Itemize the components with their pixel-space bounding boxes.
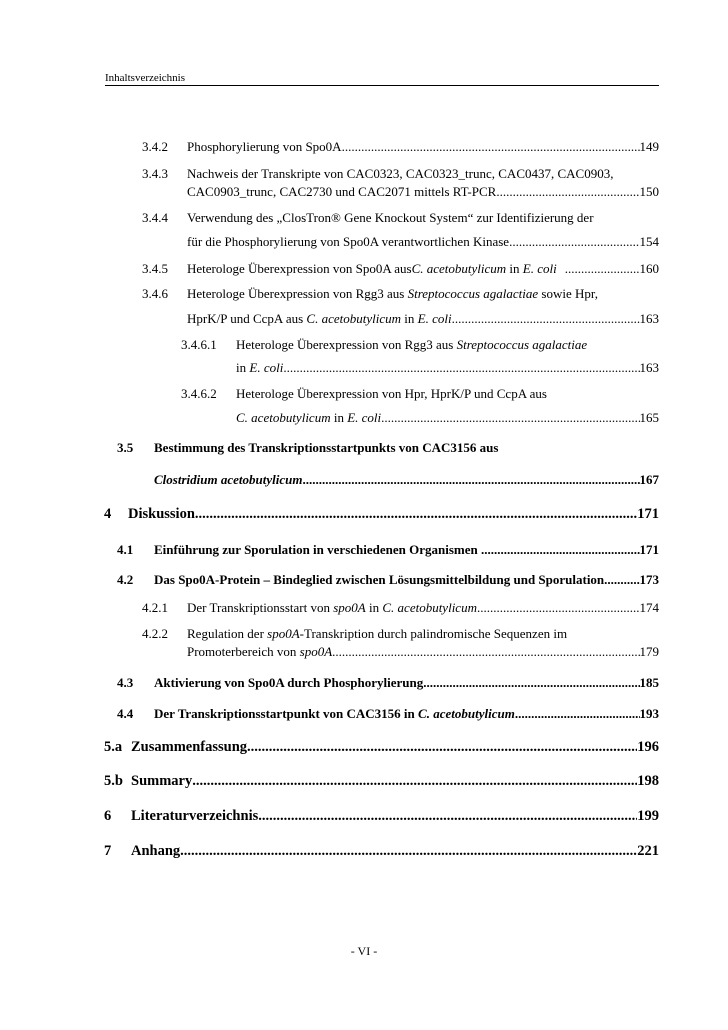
toc-title-mid: in: [330, 410, 348, 425]
toc-number: 7: [104, 843, 112, 859]
toc-entry[interactable]: [131, 739, 659, 757]
toc-number: 6: [104, 808, 112, 824]
toc-title-line1: [236, 337, 587, 353]
toc-title-line1: Bestimmung des Transkriptionsstartpunkts von CAC3156 aus: [154, 440, 499, 455]
toc-title-italic: C. acetobutylicum: [382, 600, 477, 615]
leader-dots: [515, 706, 640, 722]
running-header: Inhaltsverzeichnis: [105, 72, 186, 84]
toc-page: 173: [639, 572, 659, 587]
leader-dots: [496, 184, 639, 200]
leader-dots: [565, 261, 640, 277]
leader-dots: [381, 410, 639, 426]
toc-entry[interactable]: [236, 410, 659, 428]
toc-entry[interactable]: [128, 506, 659, 524]
toc-title-italic: C. acetobutylicum: [236, 410, 331, 425]
page-number: - VI -: [350, 944, 378, 958]
leader-dots: [452, 311, 640, 327]
toc-title-italic: E. coli: [249, 360, 284, 375]
leader-dots: [423, 675, 639, 691]
toc-page: 174: [639, 600, 659, 615]
toc-title: Heterologe Überexpression von Spo0A aus: [187, 261, 412, 276]
leader-dots: [342, 139, 640, 155]
toc-title: Anhang: [131, 843, 181, 859]
toc-title-line1: [187, 626, 567, 642]
toc-page: 171: [637, 506, 659, 522]
toc-title: Literaturverzeichnis: [131, 808, 259, 824]
toc-entry[interactable]: [131, 773, 659, 791]
toc-page: 154: [639, 234, 659, 249]
toc-page: 221: [637, 843, 659, 859]
toc-title-italic: E. coli: [522, 261, 557, 276]
toc-title-italic: E. coli: [347, 410, 382, 425]
toc-title: CAC0903_trunc, CAC2730 und CAC2071 mittels RT-PCR: [187, 184, 497, 199]
title-italic: spo0A: [267, 626, 300, 641]
toc-number: 4.2.1: [142, 600, 168, 615]
toc-title-italic: spo0A: [299, 644, 333, 659]
toc-number: 5.a: [104, 739, 123, 755]
toc-title: Zusammenfassung: [131, 739, 248, 755]
leader-dots: [192, 773, 637, 790]
toc-title-italic: E. coli: [417, 311, 452, 326]
toc-title: Einführung zur Sporulation in verschiedenen Organismen: [154, 542, 481, 557]
toc-page: 160: [639, 261, 659, 276]
title-italic: Streptococcus agalactiae: [456, 337, 588, 352]
title-part: Heterologe Überexpression von Rgg3 aus: [187, 286, 408, 301]
leader-dots: [302, 472, 639, 488]
toc-number: 3.4.3: [142, 166, 168, 181]
toc-entry[interactable]: [187, 234, 659, 252]
toc-entry[interactable]: [154, 675, 659, 693]
toc-title: für die Phosphorylierung von Spo0A verantwortlichen Kinase: [187, 234, 510, 249]
toc-entry[interactable]: [131, 843, 659, 861]
toc-number: 4.3: [117, 675, 134, 690]
title-part: sowie Hpr,: [538, 286, 598, 301]
title-part: Regulation der: [187, 626, 268, 641]
toc-number: 3.4.6: [142, 286, 168, 301]
toc-page: 163: [639, 360, 659, 375]
title-part: -Transkription durch palindromische Sequenzen im: [299, 626, 568, 641]
toc-number: 4.1: [117, 542, 134, 557]
toc-title: Promoterbereich von: [187, 644, 300, 659]
title-part: Heterologe Überexpression von Rgg3 aus: [236, 337, 457, 352]
leader-dots: [509, 234, 639, 250]
toc-page: 185: [639, 675, 659, 690]
toc-title: Phosphorylierung von Spo0A: [187, 139, 342, 154]
toc-title: Diskussion: [128, 506, 195, 522]
toc-page: 167: [639, 472, 659, 487]
toc-number: 4.2: [117, 572, 134, 587]
toc-entry[interactable]: [187, 139, 659, 157]
leader-dots: [258, 808, 637, 825]
toc-page: 193: [639, 706, 659, 721]
toc-number: 4.4: [117, 706, 134, 721]
leader-dots: [195, 506, 637, 523]
toc-title-mid: in: [401, 311, 418, 326]
leader-dots: [283, 360, 639, 376]
toc-page: 150: [639, 184, 659, 199]
toc-title: Der Transkriptionsstartpunkt von CAC3156 in: [154, 706, 419, 721]
toc-title-line1: Verwendung des „ClosTron® Gene Knockout System“ zur Identifizierung der: [187, 210, 594, 225]
toc-title: in: [236, 360, 250, 375]
toc-entry[interactable]: [187, 311, 659, 329]
toc-entry[interactable]: [187, 184, 659, 202]
toc-title-mid: in: [506, 261, 523, 276]
toc-page: 163: [639, 311, 659, 326]
toc-number: 3.4.6.2: [181, 386, 217, 401]
toc-number: 4.2.2: [142, 626, 168, 641]
toc-title-line1: [187, 286, 598, 302]
toc-page: 171: [639, 542, 659, 557]
toc-entry[interactable]: [187, 600, 659, 618]
toc-number: 3.4.2: [142, 139, 168, 154]
toc-entry[interactable]: [154, 706, 659, 724]
toc-title-line1: Nachweis der Transkripte von CAC0323, CAC0323_trunc, CAC0437, CAC0903,: [187, 166, 614, 181]
toc-entry[interactable]: [236, 360, 659, 378]
toc-title: HprK/P und CcpA aus: [187, 311, 307, 326]
leader-dots: [477, 600, 640, 616]
toc-title-italic: C. acetobutylicum: [411, 261, 507, 276]
leader-dots: [332, 644, 639, 660]
toc-number: 3.4.4: [142, 210, 168, 225]
toc-title-italic: spo0A: [333, 600, 366, 615]
toc-page: 165: [639, 410, 659, 425]
title-italic: Streptococcus agalactiae: [407, 286, 539, 301]
toc-entry[interactable]: [187, 261, 659, 279]
toc-title-italic: Clostridium acetobutylicum: [154, 472, 303, 487]
leader-dots: [180, 843, 637, 860]
toc-title-italic: C. acetobutylicum: [418, 706, 515, 721]
toc-page: 196: [637, 739, 659, 755]
toc-entry[interactable]: [154, 542, 659, 560]
leader-dots: [481, 542, 640, 558]
toc-page: 199: [637, 808, 659, 824]
toc-entry[interactable]: [154, 572, 659, 590]
toc-number: 3.4.5: [142, 261, 168, 276]
toc-number: 3.5: [117, 440, 134, 455]
leader-dots: [247, 739, 637, 756]
toc-page: 198: [637, 773, 659, 789]
toc-number: 3.4.6.1: [181, 337, 217, 352]
toc-entry[interactable]: [187, 644, 659, 662]
toc-title-line1: Heterologe Überexpression von Hpr, HprK/P und CcpA aus: [236, 386, 547, 401]
toc-page: 179: [639, 644, 659, 659]
toc-title: Aktivierung von Spo0A durch Phosphorylierung: [154, 675, 424, 690]
toc-title: Der Transkriptionsstart von: [187, 600, 334, 615]
toc-title-italic: C. acetobutylicum: [306, 311, 401, 326]
toc-title: Das Spo0A-Protein – Bindeglied zwischen Lösungsmittelbildung und Sporulation: [154, 572, 605, 587]
toc-number: 5.b: [104, 773, 123, 789]
toc-page: 149: [639, 139, 659, 154]
toc-title-mid: in: [365, 600, 383, 615]
toc-number: 4: [104, 506, 112, 522]
toc-title: Summary: [131, 773, 193, 789]
toc-entry[interactable]: [131, 808, 659, 826]
leader-dots: [604, 572, 639, 588]
toc-entry[interactable]: [154, 472, 659, 490]
